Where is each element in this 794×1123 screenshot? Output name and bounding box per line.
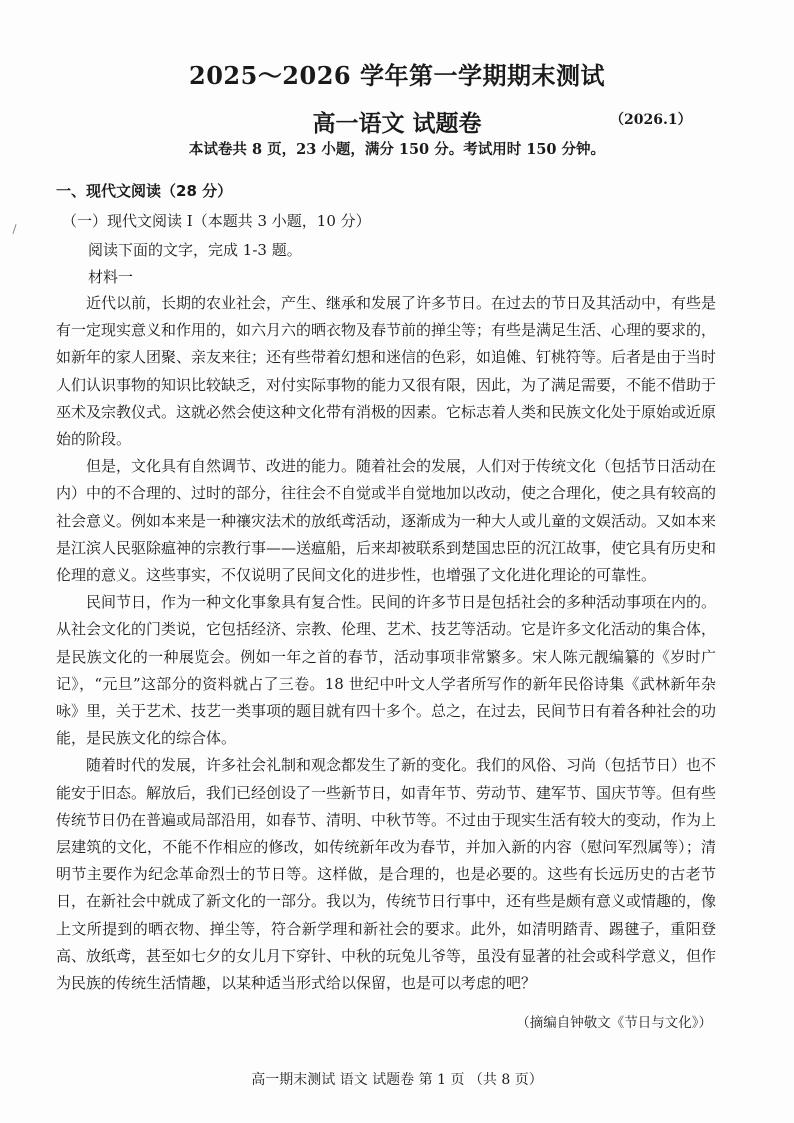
paragraph: 但是，文化具有自然调节、改进的能力。随着社会的发展，人们对于传统文化（包括节日活动在内）中的不合理的、过时的部分，往往会不自觉或半自觉地加以改动，使之合理化，使之具有较高的社会意义。例如本来是一种禳灾法术的放纸鸢活动，逐渐成为一种大人或儿童的文娱活动。又如本来是江滨人民驱除瘟神的宗教行事——送瘟船，后来却被联系到楚国忠臣的沉江故事，使它具有历史和伦理的意义。这些事实，不仅说明了民间文化的进步性，也增强了文化进化理论的可靠性。: [56, 457, 717, 585]
exam-date: （2026.1）: [610, 112, 692, 128]
page-footer: 高一期末测试 语文 试题卷 第 1 页 （共 8 页）: [251, 1072, 543, 1088]
subsection-heading: （一）现代文阅读 I（本题共 3 小题，10 分）: [62, 212, 371, 230]
margin-mark: [12, 224, 16, 234]
material-label: 材料一: [88, 268, 134, 286]
source-citation: （摘编自钟敬文《节日与文化》）: [516, 1015, 712, 1031]
section-heading: 一、现代文阅读（28 分）: [56, 182, 233, 200]
exam-title: 2025～2026 学年第一学期期末测试: [189, 61, 605, 90]
exam-subtitle: 高一语文 试题卷: [312, 110, 482, 137]
reading-passage: [56, 290, 716, 997]
reading-instruction: 阅读下面的文字，完成 1-3 题。: [88, 241, 302, 259]
exam-info: 本试卷共 8 页，23 小题，满分 150 分。考试用时 150 分钟。: [188, 141, 606, 158]
paragraph: 民间节日，作为一种文化事象具有复合性。民间的许多节日是包括社会的多种活动事项在内的。从社会文化的门类说，它包括经济、宗教、伦理、艺术、技艺等活动。它是许多文化活动的集合体，是民族文化的一种展览会。例如一年之首的春节，活动事项非常繁多。宋人陈元靓编纂的《岁时广记》，“元旦”这部分的资料就占了三卷。18 世纪中叶文人学者所写作的新年民俗诗集《武林新年杂咏》里，关于艺术、技艺一类事项的题目就有四十多个。总之，在过去，民间节日有着各种社会的功能，是民族文化的综合体。: [56, 593, 717, 748]
paragraph: 随着时代的发展，许多社会礼制和观念都发生了新的变化。我们的风俗、习尚（包括节日）也不能安于旧态。解放后，我们已经创设了一些新节日，如青年节、劳动节、建军节、国庆节等。但有些传统节日仍在普遍或局部沿用，如春节、清明、中秋节等。不过由于现实生活有较大的变动，作为上层建筑的文化，不能不作相应的修改，如传统新年改为春节，并加入新的内容（慰问军烈属等）；清明节主要作为纪念革命烈士的节日等。这样做，是合理的，也是必要的。这些有长远历史的古老节日，在新社会中就成了新文化的一部分。我以为，传统节日行事中，还有些是颇有意义或情趣的，像上文所提到的晒衣物、掸尘等，符合新学理和新社会的要求。此外，如清明踏青、踢毽子，重阳登高、放纸鸢，甚至如七夕的女儿月下穿针、中秋的玩兔儿爷等，虽没有显著的社会或科学意义，但作为民族的传统生活情趣，以某种适当形式给以保留，也是可以考虑的吧？: [56, 756, 717, 993]
paragraph: 近代以前，长期的农业社会，产生、继承和发展了许多节日。在过去的节日及其活动中，有些是有一定现实意义和作用的，如六月六的晒衣物及春节前的掸尘等；有些是满足生活、心理的要求的，如新年的家人团聚、亲友来往；还有些带着幻想和迷信的色彩，如追傩、钉桃符等。后者是由于当时人们认识事物的知识比较缺乏，对付实际事物的能力又很有限，因此，为了满足需要，不能不借助于巫术及宗教仪式。这就必然会使这种文化带有消极的因素。它标志着人类和民族文化处于原始或近原始的阶段。: [56, 294, 717, 449]
